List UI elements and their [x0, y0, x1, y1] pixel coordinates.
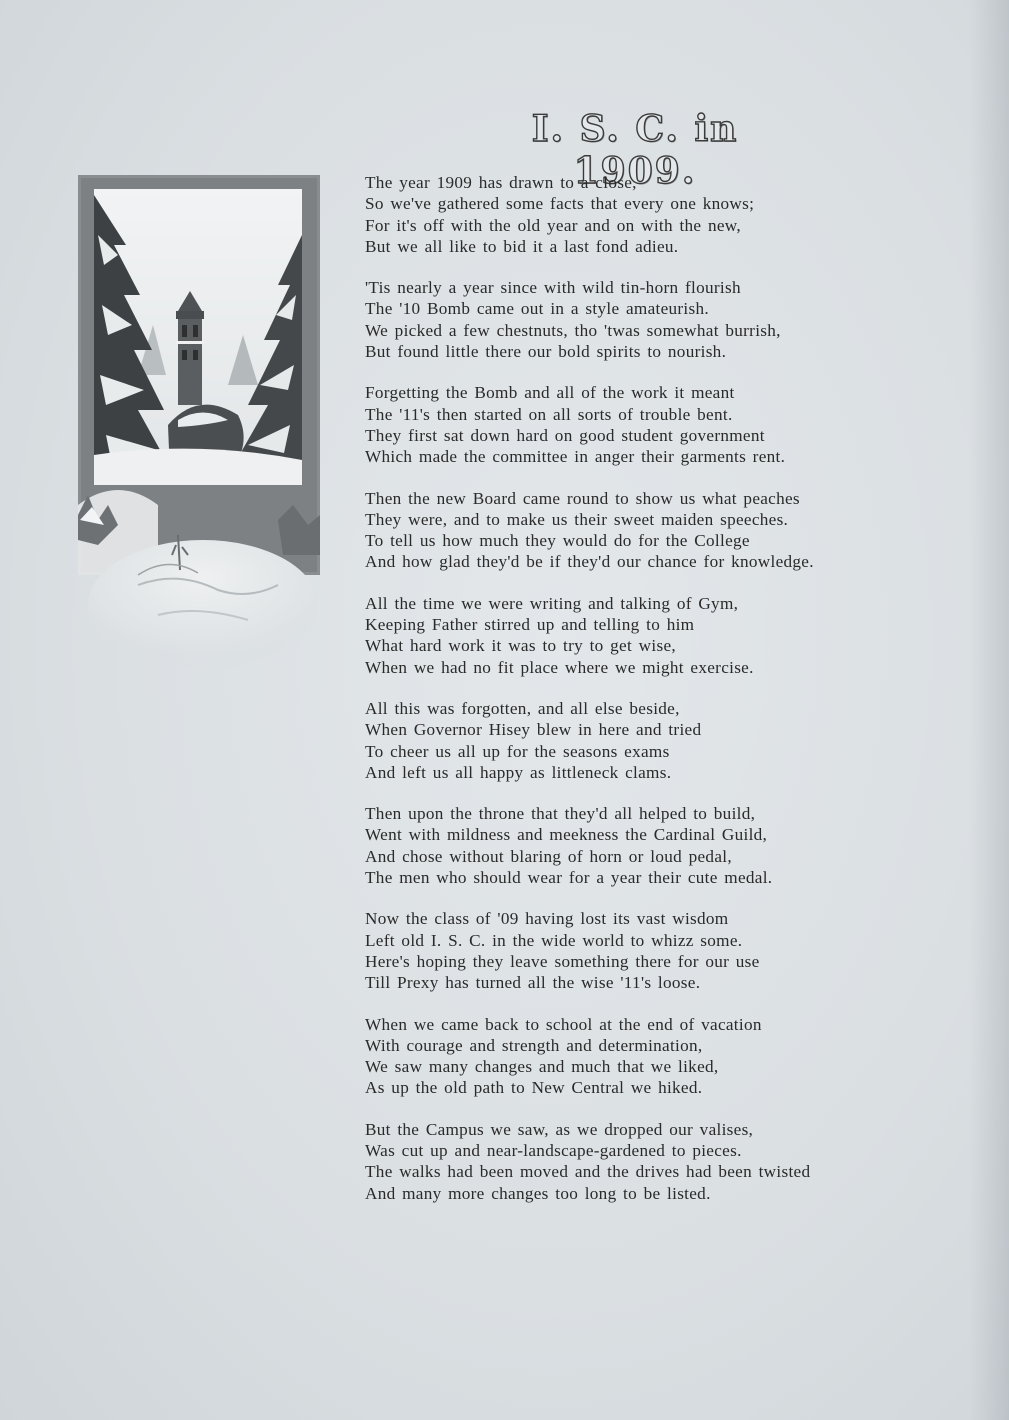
poem-body	[365, 172, 925, 1224]
poem-line: With courage and strength and determination,	[365, 1035, 703, 1055]
page-title: I. S. C. in 1909.	[531, 108, 739, 192]
poem-line: For it's off with the old year and on with the new,	[365, 215, 741, 235]
poem-line: When we came back to school at the end of vacation	[365, 1014, 762, 1034]
stanza	[365, 382, 925, 467]
poem-line: But the Campus we saw, as we dropped our valises,	[365, 1119, 754, 1139]
poem-line: Then upon the throne that they'd all helped to build,	[365, 804, 756, 824]
poem-line: Which made the committee in anger their garments rent.	[365, 447, 786, 467]
stanza	[365, 908, 925, 993]
poem-line: When we had no fit place where we might exercise.	[365, 657, 754, 677]
poem-line: Here's hoping they leave something there for our use	[365, 951, 760, 971]
stanza	[365, 488, 925, 573]
poem-line: 'Tis nearly a year since with wild tin-horn flourish	[365, 278, 741, 298]
stanza	[365, 277, 925, 362]
poem-line: Forgetting the Bomb and all of the work it meant	[365, 383, 735, 403]
poem-line: We picked a few chestnuts, tho 'twas somewhat burrish,	[365, 320, 781, 340]
page-edge-shadow	[969, 0, 1009, 1420]
poem-line: As up the old path to New Central we hiked.	[365, 1078, 703, 1098]
stanza	[365, 1014, 925, 1099]
poem-line: They were, and to make us their sweet maiden speeches.	[365, 509, 789, 529]
poem-line: And left us all happy as littleneck clams.	[365, 762, 672, 782]
poem-line: The year 1909 has drawn to a close,	[365, 173, 637, 192]
poem-line: What hard work it was to try to get wise,	[365, 636, 676, 656]
poem-line: Went with mildness and meekness the Cardinal Guild,	[365, 825, 768, 845]
poem-line: When Governor Hisey blew in here and tried	[365, 720, 702, 740]
stanza	[365, 803, 925, 888]
poem-line: All the time we were writing and talking of Gym,	[365, 593, 739, 613]
poem-line: Now the class of '09 having lost its vast wisdom	[365, 909, 729, 929]
poem-line: And many more changes too long to be listed.	[365, 1183, 711, 1203]
stanza	[365, 593, 925, 678]
poem-line: All this was forgotten, and all else beside,	[365, 698, 680, 718]
poem-line: And chose without blaring of horn or loud pedal,	[365, 846, 732, 866]
poem-line: To cheer us all up for the seasons exams	[365, 741, 670, 761]
stanza	[365, 1119, 925, 1204]
poem-line: Then the new Board came round to show us what peaches	[365, 488, 800, 508]
poem-line: The '10 Bomb came out in a style amateurish.	[365, 299, 709, 319]
poem-line: The walks had been moved and the drives had been twisted	[365, 1162, 811, 1182]
poem-line: We saw many changes and much that we liked,	[365, 1057, 719, 1077]
poem-line: So we've gathered some facts that every one knows;	[365, 194, 755, 214]
poem-line: The '11's then started on all sorts of trouble bent.	[365, 404, 733, 424]
poem-line: The men who should wear for a year their cute medal.	[365, 868, 773, 888]
poem-line: But we all like to bid it a last fond adieu.	[365, 236, 679, 256]
stanza	[365, 698, 925, 783]
poem-line: And how glad they'd be if they'd our chance for knowledge.	[365, 552, 814, 572]
poem-line: Left old I. S. C. in the wide world to whizz some.	[365, 930, 743, 950]
poem-line: Till Prexy has turned all the wise '11's loose.	[365, 973, 701, 993]
poem-line: Was cut up and near-landscape-gardened to pieces.	[365, 1140, 742, 1160]
poem-line: But found little there our bold spirits to nourish.	[365, 342, 727, 362]
snowy-campus-tower-photo-icon	[78, 175, 320, 675]
poem-line: They first sat down hard on good student government	[365, 425, 765, 445]
poem-line: To tell us how much they would do for the College	[365, 531, 750, 551]
stanza	[365, 172, 925, 257]
poem-line: Keeping Father stirred up and telling to him	[365, 615, 695, 635]
